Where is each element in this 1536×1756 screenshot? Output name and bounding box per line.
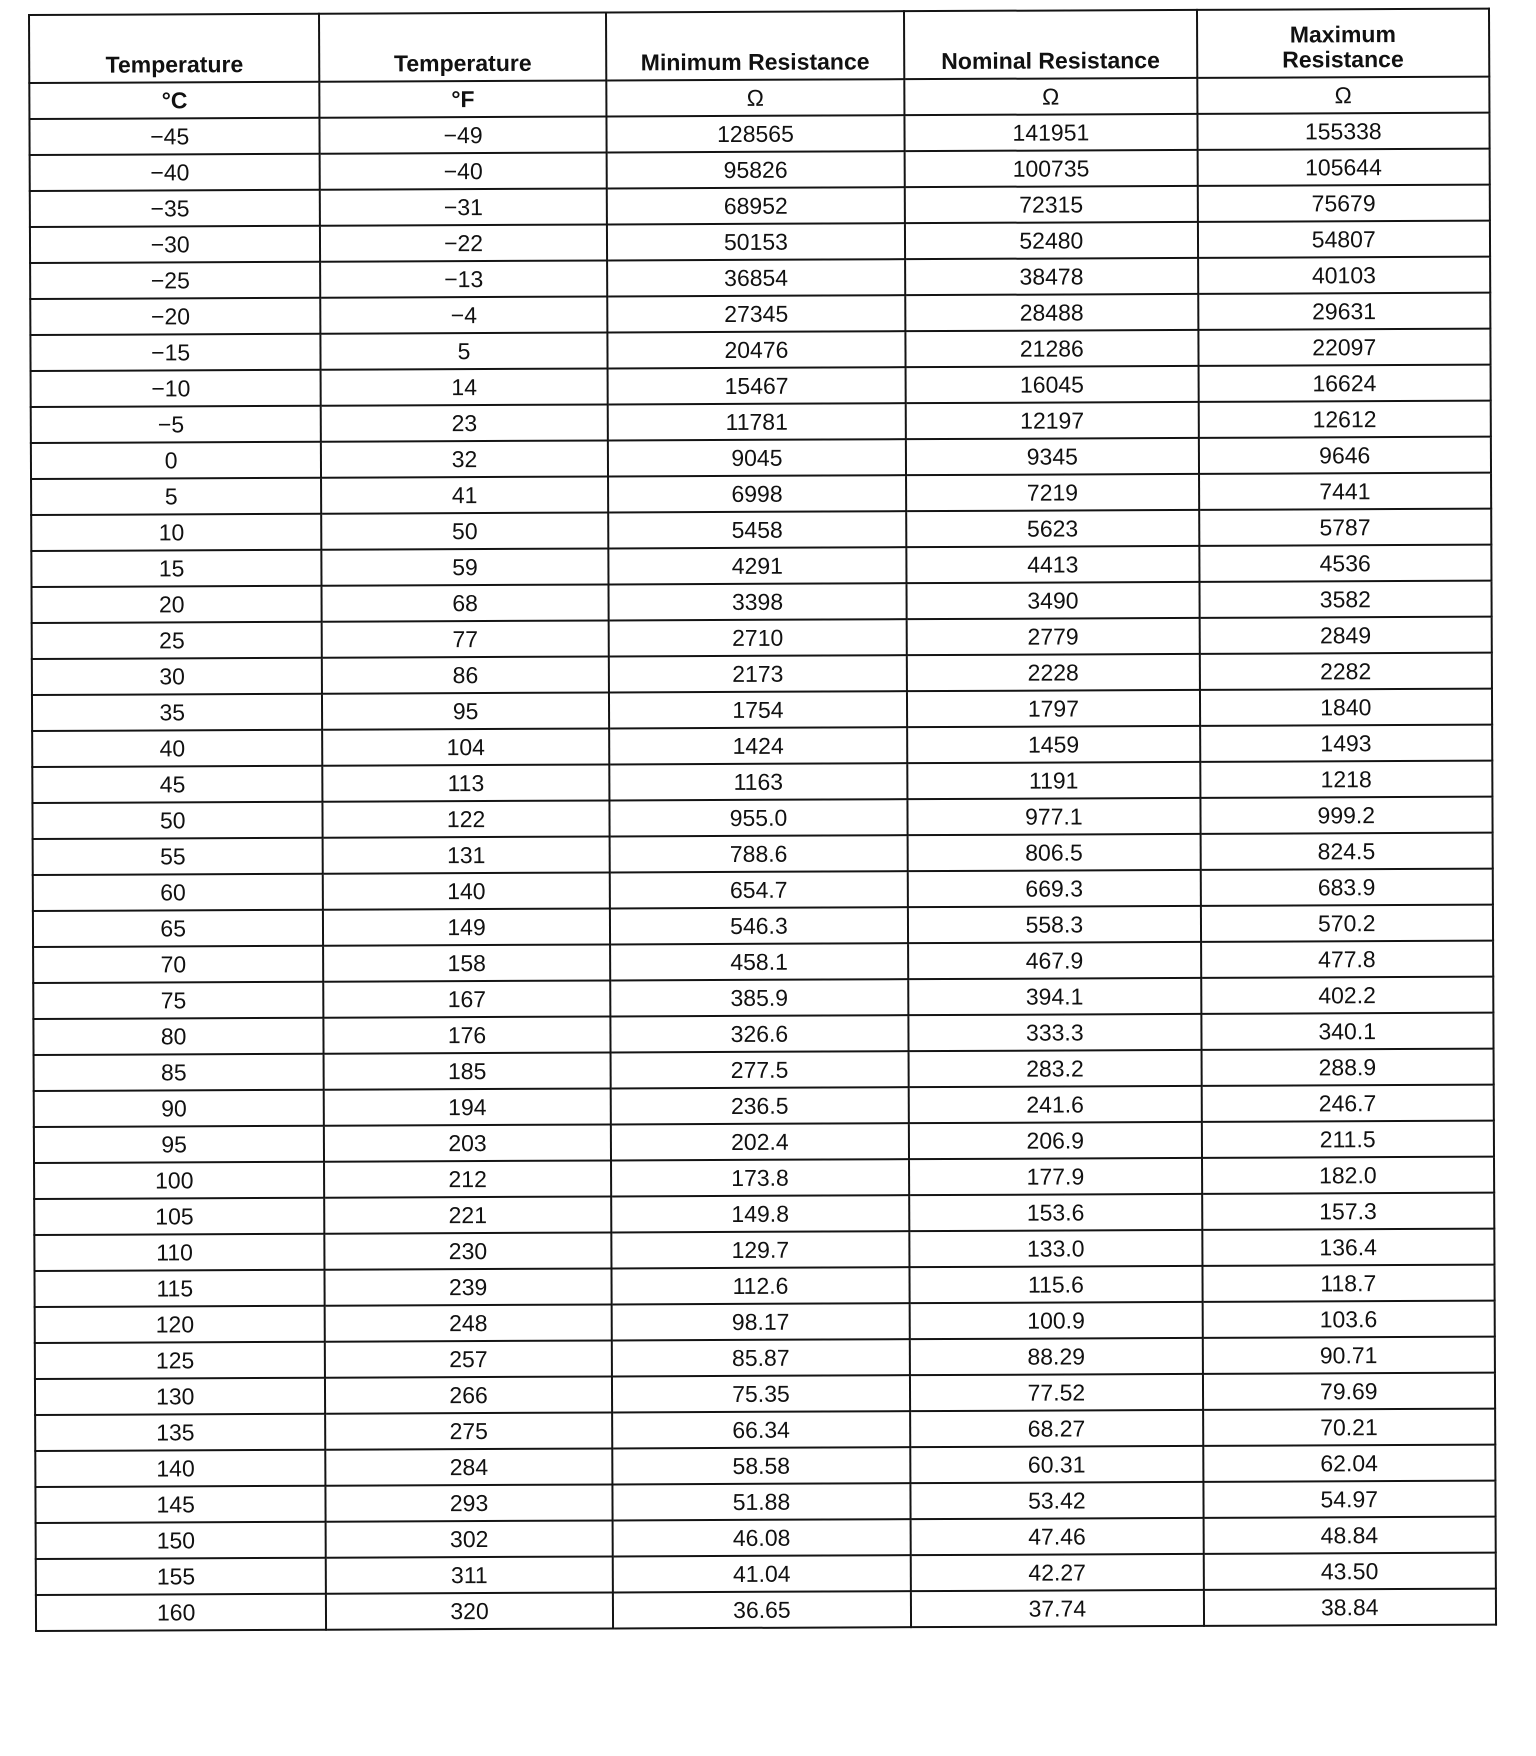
cell-min-resistance: 129.7 (611, 1231, 910, 1268)
cell-min-resistance: 149.8 (611, 1195, 910, 1232)
cell-min-resistance: 112.6 (611, 1267, 910, 1304)
cell-nominal-resistance: 177.9 (909, 1158, 1202, 1195)
cell-nominal-resistance: 5623 (906, 510, 1199, 547)
cell-temp-c: −35 (30, 190, 321, 227)
cell-temp-c: −40 (30, 154, 321, 191)
cell-max-resistance: 79.69 (1202, 1373, 1495, 1410)
header-temperature-c: Temperature (29, 14, 320, 83)
cell-max-resistance: 136.4 (1202, 1229, 1495, 1266)
cell-min-resistance: 1424 (609, 727, 908, 764)
cell-max-resistance: 2849 (1199, 617, 1492, 654)
cell-max-resistance: 43.50 (1203, 1553, 1496, 1590)
cell-nominal-resistance: 72315 (905, 186, 1198, 223)
cell-nominal-resistance: 1191 (907, 762, 1200, 799)
cell-temp-f: 149 (323, 908, 609, 945)
cell-nominal-resistance: 37.74 (911, 1590, 1204, 1627)
cell-min-resistance: 20476 (607, 331, 906, 368)
cell-min-resistance: 1163 (609, 763, 908, 800)
cell-nominal-resistance: 68.27 (910, 1410, 1203, 1447)
cell-min-resistance: 326.6 (610, 1015, 909, 1052)
cell-max-resistance: 477.8 (1201, 941, 1494, 978)
cell-max-resistance: 103.6 (1202, 1301, 1495, 1338)
header-minimum-resistance: Minimum Resistance (606, 11, 905, 80)
cell-temp-c: 135 (35, 1414, 326, 1451)
cell-max-resistance: 155338 (1197, 113, 1490, 150)
table-body (29, 113, 1496, 1631)
cell-temp-f: 257 (325, 1340, 611, 1377)
cell-max-resistance: 246.7 (1201, 1085, 1494, 1122)
cell-temp-c: 10 (31, 514, 322, 551)
cell-nominal-resistance: 60.31 (910, 1446, 1203, 1483)
cell-nominal-resistance: 28488 (905, 294, 1198, 331)
cell-temp-c: −25 (30, 262, 321, 299)
cell-nominal-resistance: 16045 (906, 366, 1199, 403)
cell-temp-c: 55 (33, 838, 324, 875)
cell-max-resistance: 75679 (1197, 185, 1490, 222)
cell-temp-f: 230 (325, 1232, 611, 1269)
cell-temp-c: 5 (31, 478, 322, 515)
cell-max-resistance: 29631 (1198, 293, 1491, 330)
cell-temp-f: 59 (322, 548, 608, 585)
cell-temp-f: −49 (320, 116, 606, 153)
cell-temp-f: 5 (321, 332, 607, 369)
cell-temp-f: 302 (326, 1520, 612, 1557)
cell-max-resistance: 118.7 (1202, 1265, 1495, 1302)
cell-temp-f: 95 (322, 692, 608, 729)
cell-max-resistance: 70.21 (1203, 1409, 1496, 1446)
cell-temp-f: 266 (325, 1376, 611, 1413)
cell-min-resistance: 128565 (606, 115, 905, 152)
cell-temp-f: 77 (322, 620, 608, 657)
cell-max-resistance: 1840 (1200, 689, 1493, 726)
cell-temp-c: 150 (36, 1522, 327, 1559)
cell-temp-f: 176 (324, 1016, 610, 1053)
cell-nominal-resistance: 153.6 (909, 1194, 1202, 1231)
cell-nominal-resistance: 2228 (907, 654, 1200, 691)
cell-nominal-resistance: 1459 (907, 726, 1200, 763)
cell-min-resistance: 41.04 (612, 1555, 911, 1592)
cell-max-resistance: 12612 (1198, 401, 1491, 438)
cell-nominal-resistance: 333.3 (909, 1014, 1202, 1051)
cell-temp-c: 35 (32, 694, 323, 731)
cell-temp-f: 248 (325, 1304, 611, 1341)
cell-min-resistance: 2173 (609, 655, 908, 692)
cell-nominal-resistance: 394.1 (908, 978, 1201, 1015)
cell-nominal-resistance: 88.29 (910, 1338, 1203, 1375)
cell-min-resistance: 46.08 (612, 1519, 911, 1556)
cell-temp-c: 125 (35, 1342, 326, 1379)
unit-ohm-max: Ω (1197, 77, 1490, 114)
cell-max-resistance: 2282 (1199, 653, 1492, 690)
cell-min-resistance: 4291 (608, 547, 907, 584)
cell-temp-c: 50 (32, 802, 323, 839)
cell-temp-f: −22 (320, 224, 606, 261)
cell-temp-c: 140 (35, 1450, 326, 1487)
cell-temp-c: 155 (36, 1558, 327, 1595)
cell-max-resistance: 40103 (1198, 257, 1491, 294)
cell-min-resistance: 75.35 (612, 1375, 911, 1412)
cell-nominal-resistance: 9345 (906, 438, 1199, 475)
cell-temp-c: −5 (31, 406, 322, 443)
cell-temp-c: 105 (34, 1198, 325, 1235)
resistance-table-sheet (28, 8, 1497, 1632)
cell-temp-f: 239 (325, 1268, 611, 1305)
cell-temp-f: 203 (324, 1124, 610, 1161)
cell-min-resistance: 546.3 (610, 907, 909, 944)
cell-min-resistance: 173.8 (611, 1159, 910, 1196)
cell-nominal-resistance: 21286 (906, 330, 1199, 367)
cell-nominal-resistance: 133.0 (909, 1230, 1202, 1267)
unit-ohm-nominal: Ω (904, 78, 1197, 115)
cell-temp-f: 113 (323, 764, 609, 801)
cell-temp-f: 23 (321, 404, 607, 441)
cell-min-resistance: 51.88 (612, 1483, 911, 1520)
cell-temp-f: 32 (321, 440, 607, 477)
cell-temp-c: 145 (35, 1486, 326, 1523)
cell-temp-c: −30 (30, 226, 321, 263)
cell-temp-c: 20 (32, 586, 323, 623)
cell-temp-f: 50 (322, 512, 608, 549)
cell-max-resistance: 340.1 (1201, 1013, 1494, 1050)
cell-min-resistance: 58.58 (612, 1447, 911, 1484)
cell-min-resistance: 11781 (607, 403, 906, 440)
cell-temp-c: 75 (33, 982, 324, 1019)
cell-min-resistance: 654.7 (609, 871, 908, 908)
cell-nominal-resistance: 100735 (905, 150, 1198, 187)
cell-max-resistance: 22097 (1198, 329, 1491, 366)
cell-max-resistance: 4536 (1199, 545, 1492, 582)
unit-fahrenheit: °F (320, 80, 606, 117)
cell-temp-f: −13 (320, 260, 606, 297)
cell-temp-f: 284 (326, 1448, 612, 1485)
cell-nominal-resistance: 206.9 (909, 1122, 1202, 1159)
cell-max-resistance: 54.97 (1203, 1481, 1496, 1518)
cell-temp-f: 41 (321, 476, 607, 513)
cell-temp-f: −40 (320, 152, 606, 189)
cell-max-resistance: 38.84 (1203, 1589, 1496, 1626)
cell-temp-f: 104 (323, 728, 609, 765)
cell-temp-f: 158 (323, 944, 609, 981)
cell-min-resistance: 36.65 (613, 1591, 912, 1628)
cell-max-resistance: 1493 (1200, 725, 1493, 762)
cell-min-resistance: 68952 (606, 187, 905, 224)
cell-min-resistance: 85.87 (612, 1339, 911, 1376)
cell-nominal-resistance: 977.1 (908, 798, 1201, 835)
cell-max-resistance: 288.9 (1201, 1049, 1494, 1086)
cell-max-resistance: 7441 (1199, 473, 1492, 510)
cell-nominal-resistance: 100.9 (910, 1302, 1203, 1339)
cell-nominal-resistance: 1797 (907, 690, 1200, 727)
cell-min-resistance: 95826 (606, 151, 905, 188)
cell-temp-c: 65 (33, 910, 324, 947)
cell-temp-c: 0 (31, 442, 322, 479)
cell-max-resistance: 9646 (1198, 437, 1491, 474)
cell-nominal-resistance: 241.6 (909, 1086, 1202, 1123)
cell-nominal-resistance: 806.5 (908, 834, 1201, 871)
cell-temp-c: −15 (30, 334, 321, 371)
cell-max-resistance: 683.9 (1200, 869, 1493, 906)
cell-temp-f: 320 (326, 1592, 612, 1629)
cell-max-resistance: 999.2 (1200, 797, 1493, 834)
cell-max-resistance: 824.5 (1200, 833, 1493, 870)
cell-nominal-resistance: 115.6 (910, 1266, 1203, 1303)
cell-min-resistance: 66.34 (612, 1411, 911, 1448)
cell-temp-f: −31 (320, 188, 606, 225)
cell-min-resistance: 202.4 (611, 1123, 910, 1160)
cell-temp-c: 60 (33, 874, 324, 911)
cell-min-resistance: 5458 (608, 511, 907, 548)
cell-min-resistance: 277.5 (610, 1051, 909, 1088)
cell-max-resistance: 90.71 (1202, 1337, 1495, 1374)
cell-min-resistance: 98.17 (611, 1303, 910, 1340)
cell-min-resistance: 6998 (608, 475, 907, 512)
resistance-table (28, 8, 1497, 1632)
cell-temp-c: 90 (34, 1090, 325, 1127)
cell-min-resistance: 788.6 (609, 835, 908, 872)
unit-ohm-min: Ω (606, 79, 905, 116)
cell-temp-c: 30 (32, 658, 323, 695)
cell-min-resistance: 955.0 (609, 799, 908, 836)
cell-temp-c: 85 (34, 1054, 325, 1091)
cell-nominal-resistance: 558.3 (908, 906, 1201, 943)
cell-min-resistance: 50153 (607, 223, 906, 260)
header-temperature-f: Temperature (319, 12, 606, 81)
table-row (36, 1589, 1496, 1631)
cell-temp-f: 185 (324, 1052, 610, 1089)
cell-nominal-resistance: 3490 (907, 582, 1200, 619)
cell-temp-f: 68 (322, 584, 608, 621)
cell-temp-c: 115 (34, 1270, 325, 1307)
cell-nominal-resistance: 42.27 (911, 1554, 1204, 1591)
cell-temp-f: 140 (323, 872, 609, 909)
cell-nominal-resistance: 669.3 (908, 870, 1201, 907)
cell-temp-f: 311 (326, 1556, 612, 1593)
cell-min-resistance: 2710 (608, 619, 907, 656)
cell-temp-f: 194 (324, 1088, 610, 1125)
cell-max-resistance: 62.04 (1203, 1445, 1496, 1482)
cell-max-resistance: 54807 (1197, 221, 1490, 258)
cell-nominal-resistance: 2779 (907, 618, 1200, 655)
header-nominal-resistance: Nominal Resistance (904, 10, 1197, 79)
cell-temp-c: −45 (29, 118, 320, 155)
cell-nominal-resistance: 52480 (905, 222, 1198, 259)
cell-temp-f: 275 (325, 1412, 611, 1449)
cell-temp-f: 14 (321, 368, 607, 405)
cell-nominal-resistance: 53.42 (911, 1482, 1204, 1519)
cell-temp-f: 131 (323, 836, 609, 873)
cell-max-resistance: 157.3 (1202, 1193, 1495, 1230)
cell-min-resistance: 385.9 (610, 979, 909, 1016)
cell-min-resistance: 9045 (608, 439, 907, 476)
cell-temp-c: −20 (30, 298, 321, 335)
cell-min-resistance: 15467 (607, 367, 906, 404)
cell-temp-c: 25 (32, 622, 323, 659)
cell-nominal-resistance: 7219 (906, 474, 1199, 511)
cell-min-resistance: 27345 (607, 295, 906, 332)
header-row (29, 9, 1489, 83)
cell-temp-f: −4 (321, 296, 607, 333)
cell-temp-f: 221 (325, 1196, 611, 1233)
cell-temp-c: 70 (33, 946, 324, 983)
cell-max-resistance: 182.0 (1202, 1157, 1495, 1194)
cell-nominal-resistance: 77.52 (910, 1374, 1203, 1411)
cell-temp-c: 110 (34, 1234, 325, 1271)
cell-temp-c: 95 (34, 1126, 325, 1163)
cell-nominal-resistance: 47.46 (911, 1518, 1204, 1555)
cell-max-resistance: 105644 (1197, 149, 1490, 186)
cell-max-resistance: 1218 (1200, 761, 1493, 798)
unit-celsius: °C (29, 82, 320, 119)
cell-nominal-resistance: 141951 (905, 114, 1198, 151)
header-maximum-resistance: Maximum Resistance (1197, 9, 1490, 78)
cell-max-resistance: 402.2 (1201, 977, 1494, 1014)
cell-max-resistance: 211.5 (1201, 1121, 1494, 1158)
cell-temp-c: 15 (31, 550, 322, 587)
cell-temp-c: 120 (35, 1306, 326, 1343)
cell-temp-c: 40 (32, 730, 323, 767)
cell-temp-c: 130 (35, 1378, 326, 1415)
cell-max-resistance: 16624 (1198, 365, 1491, 402)
cell-min-resistance: 458.1 (610, 943, 909, 980)
cell-temp-c: −10 (31, 370, 322, 407)
cell-nominal-resistance: 38478 (905, 258, 1198, 295)
cell-temp-c: 160 (36, 1594, 327, 1631)
cell-max-resistance: 5787 (1199, 509, 1492, 546)
cell-nominal-resistance: 283.2 (909, 1050, 1202, 1087)
cell-nominal-resistance: 467.9 (908, 942, 1201, 979)
cell-temp-f: 167 (324, 980, 610, 1017)
cell-temp-f: 293 (326, 1484, 612, 1521)
cell-temp-c: 80 (33, 1018, 324, 1055)
cell-max-resistance: 3582 (1199, 581, 1492, 618)
cell-min-resistance: 36854 (607, 259, 906, 296)
cell-temp-f: 212 (324, 1160, 610, 1197)
cell-temp-f: 86 (322, 656, 608, 693)
cell-max-resistance: 570.2 (1200, 905, 1493, 942)
cell-nominal-resistance: 12197 (906, 402, 1199, 439)
cell-min-resistance: 1754 (609, 691, 908, 728)
cell-temp-c: 45 (32, 766, 323, 803)
cell-min-resistance: 236.5 (610, 1087, 909, 1124)
cell-nominal-resistance: 4413 (906, 546, 1199, 583)
cell-max-resistance: 48.84 (1203, 1517, 1496, 1554)
cell-temp-c: 100 (34, 1162, 325, 1199)
cell-min-resistance: 3398 (608, 583, 907, 620)
cell-temp-f: 122 (323, 800, 609, 837)
